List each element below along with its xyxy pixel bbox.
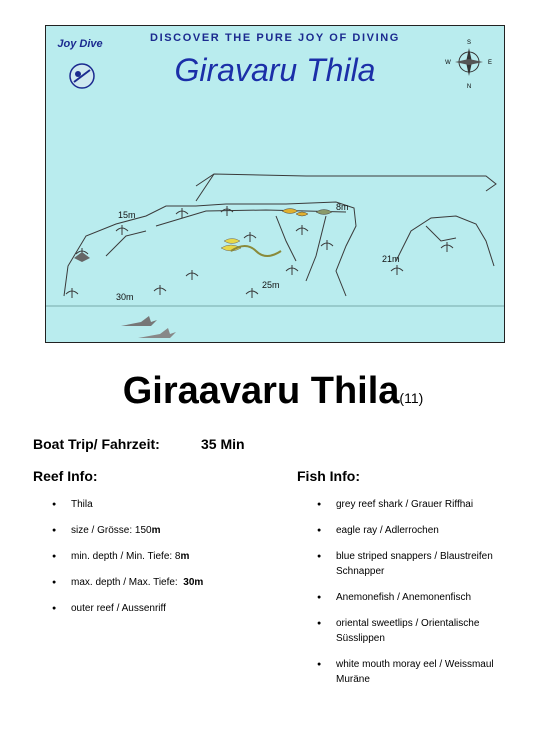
compass-n: N bbox=[466, 84, 472, 90]
compass-rose bbox=[444, 34, 494, 90]
list-item: ● Thila bbox=[71, 497, 271, 512]
list-item: ● white mouth moray eel / Weissmaul Muräne bbox=[336, 657, 526, 687]
depth-label-8m: 8m bbox=[336, 202, 349, 212]
boat-trip-label: Boat Trip/ Fahrzeit: bbox=[33, 436, 160, 452]
compass-icon bbox=[444, 34, 494, 90]
depth-label-30m: 30m bbox=[116, 292, 134, 302]
depth-label-25m: 25m bbox=[262, 280, 280, 290]
fish-info-heading: Fish Info: bbox=[297, 468, 360, 484]
reef-info-heading: Reef Info: bbox=[33, 468, 98, 484]
compass-w: W bbox=[445, 60, 451, 66]
compass-s: S bbox=[466, 40, 472, 46]
list-item: ● oriental sweetlips / Orientalische Süsslippen bbox=[336, 616, 526, 646]
compass-e: E bbox=[487, 60, 493, 66]
list-item: ● max. depth / Max. Tiefe: 30m bbox=[71, 575, 271, 590]
list-item: ● grey reef shark / Grauer Riffhai bbox=[336, 497, 526, 512]
list-item: ● outer reef / Aussenriff bbox=[71, 601, 271, 616]
list-item: ● min. depth / Min. Tiefe: 8m bbox=[71, 549, 271, 564]
title-text: Giraavaru Thila bbox=[122, 370, 400, 412]
depth-label-21m: 21m bbox=[382, 254, 400, 264]
list-item: ● size / Grösse: 150m bbox=[71, 523, 271, 538]
fish-info-list bbox=[336, 497, 526, 698]
list-item: ● eagle ray / Adlerrochen bbox=[336, 523, 526, 538]
logo-text: Joy Dive bbox=[57, 38, 103, 50]
map-title: Giravaru Thila bbox=[174, 52, 376, 88]
map-tagline: DISCOVER THE PURE JOY OF DIVING bbox=[150, 32, 400, 44]
page-title bbox=[0, 370, 546, 413]
site-number: (11) bbox=[399, 390, 424, 406]
depth-label-15m: 15m bbox=[118, 210, 136, 220]
boat-trip-value: 35 Min bbox=[201, 436, 245, 452]
joy-dive-logo bbox=[52, 34, 108, 98]
reef-info-list bbox=[71, 497, 271, 627]
list-item: ● Anemonefish / Anemonenfisch bbox=[336, 590, 526, 605]
dive-site-map bbox=[45, 25, 505, 343]
list-item: ● blue striped snappers / Blaustreifen Schnapper bbox=[336, 549, 526, 579]
